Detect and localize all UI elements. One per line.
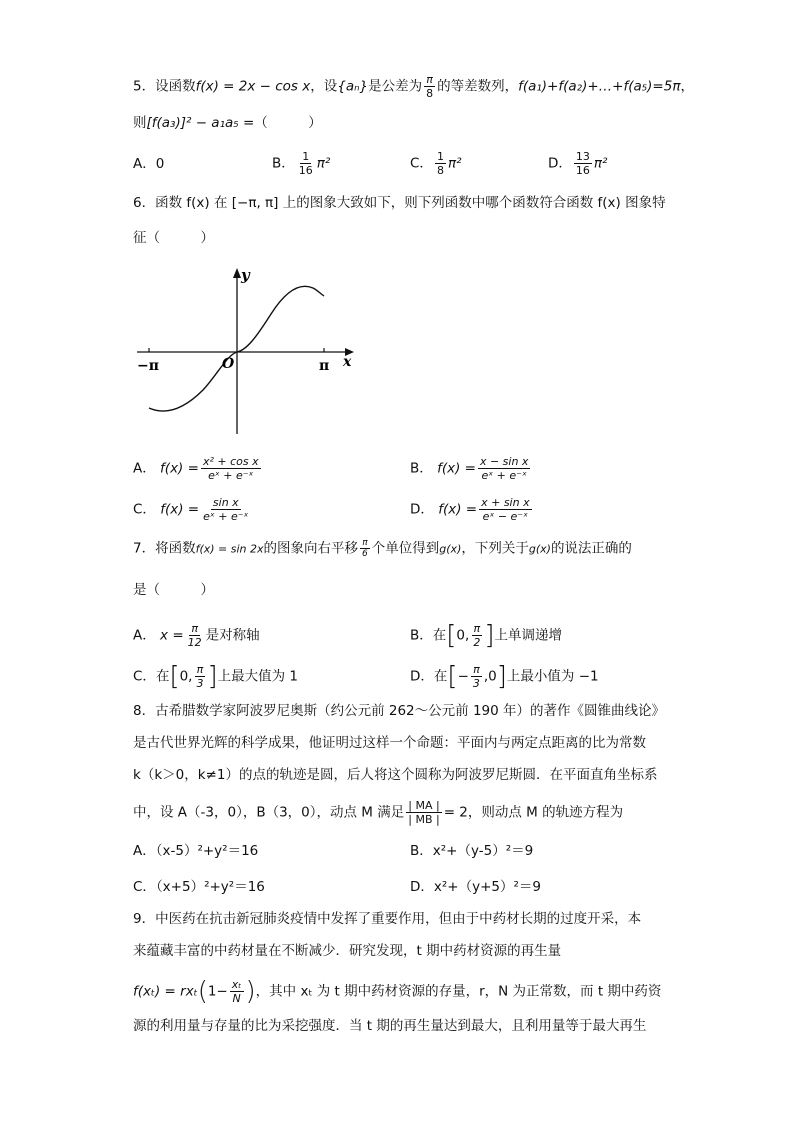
x-axis-label: x	[343, 354, 352, 370]
q5-option-a: A．0	[133, 156, 165, 172]
q9-formula: f(xₜ) = rxₜ	[133, 983, 198, 1000]
q8-option-d: D．x²+（y+5）²＝9	[410, 879, 542, 895]
q8-line2: 是古代世界光辉的科学成果，他证明过这样一个命题：平面内与两定点距离的比为常数	[133, 735, 646, 751]
q5-common-difference: $\frac{\pi}{8}$	[426, 73, 434, 100]
q5-option-b: B． $\frac{1}{16}$ π²	[272, 150, 331, 177]
q6-option-b: B． f(x) = $\frac{\text{x − sin x}}{\text{eˣ + e⁻ˣ}}$	[410, 455, 529, 482]
q8-line1: 8．古希腊数学家阿波罗尼奥斯（约公元前 262～公元前 190 年）的著作《圆锥曲线论》	[133, 703, 665, 719]
q5-line2: 则[f(a₃)]² − a₁a₅ =（ ）	[133, 115, 322, 131]
q5-text: ，设	[310, 78, 338, 95]
origin-label: O	[222, 356, 235, 372]
q9-line1: 9．中医药在抗击新冠肺炎疫情中发挥了重要作用，但由于中药材长期的过度开采，本	[133, 911, 642, 927]
q5-option-c: C． $\frac{1}{8}$ π²	[410, 150, 462, 177]
q7-line2: 是（ ）	[133, 582, 214, 598]
q7-option-b: B．在[0, $\frac{\pi}{2}$ ]上单调递增	[410, 620, 562, 651]
q7-option-c: C．在[0, $\frac{\pi}{3}$ ]上最大值为 1	[133, 661, 299, 692]
q6-line1: 6．函数 f(x) 在 [−π, π] 上的图象大致如下，则下列函数中哪个函数符合函数 f(x) 图象特	[133, 195, 666, 211]
q8-line3: k（k＞0，k≠1）的点的轨迹是圆，后人将这个圆称为阿波罗尼斯圆．在平面直角坐标系	[133, 767, 658, 783]
q9-line3: f(xₜ) = rxₜ(1− $\frac{\text{xₜ}}{N}$ )，其中 xₜ 为 t 期中药材资源的存量，r，N 为正常数，而 t 期中药资	[133, 976, 662, 1007]
q5-expression: [f(a₃)]² − a₁a₅ =	[146, 115, 255, 131]
q8-option-b: B．x²+（y-5）²＝9	[410, 843, 534, 859]
q5-function: f(x) = 2x − cos x	[195, 78, 311, 95]
q8-option-c: C．（x+5）²+y²＝16	[133, 879, 265, 895]
q6-option-c: C． f(x) = $\frac{\text{sin x}}{\text{eˣ + e⁻ˣ}}$	[133, 496, 249, 523]
q8-option-a: A．（x-5）²+y²＝16	[133, 843, 259, 859]
q5-sequence: {aₙ}	[337, 78, 369, 95]
answer-blank: （ ）	[254, 115, 322, 131]
q9-line4: 源的利用量与存量的比为采挖强度．当 t 期的再生量达到最大，且利用量等于最大再生	[133, 1018, 647, 1034]
q6-line2: 征（ ）	[133, 230, 214, 246]
q7-option-a: A． x = $\frac{\pi}{12}$ 是对称轴	[133, 622, 260, 649]
q9-line2: 来蕴藏丰富的中药材量在不断减少．研究发现，t 期中药材资源的再生量	[133, 943, 562, 959]
pi-label: π	[319, 358, 330, 374]
q5-line1: 5．设函数f(x) = 2x − cos x，设{aₙ}是公差为 $\frac{\pi}{8}$ 的等差数列，f(a₁)+f(a₂)+…+f(a₅)=5π，	[133, 73, 694, 100]
q5-prefix: 5．设函数	[133, 78, 196, 95]
q6-function-graph	[125, 262, 365, 442]
q6-option-d: D． f(x) = $\frac{\text{x + sin x}}{\text{eˣ − e⁻ˣ}}$	[410, 496, 530, 523]
q5-text: 是公差为	[368, 78, 423, 95]
q7-line1: 7．将函数f(x) = sin 2x的图象向右平移 $\frac{\pi}{6}$ 个单位得到g(x)，下列关于g(x)的说法正确的	[133, 538, 632, 559]
q7-function: f(x) = sin 2x	[195, 542, 264, 556]
q8-line4: 中，设 A（-3，0），B（3，0），动点 M 满足 $\frac{| MA |}{| MB |}$ = 2，则动点 M 的轨迹方程为	[133, 799, 624, 826]
y-axis-label: y	[241, 266, 250, 284]
q7-option-d: D．在[− $\frac{\pi}{3}$ ,0]上最小值为 −1	[410, 661, 599, 692]
neg-pi-label: −π	[137, 358, 159, 374]
q6-option-a: A． f(x) = $\frac{\text{x² + cos x}}{\text{eˣ + e⁻ˣ}}$	[133, 455, 259, 482]
q5-text: 的等差数列，	[437, 78, 519, 95]
q5-sum: f(a₁)+f(a₂)+…+f(a₅)=5π	[518, 78, 681, 95]
q5-option-d: D． $\frac{13}{16}$ π²	[548, 150, 608, 177]
y-axis-arrow	[233, 268, 241, 278]
